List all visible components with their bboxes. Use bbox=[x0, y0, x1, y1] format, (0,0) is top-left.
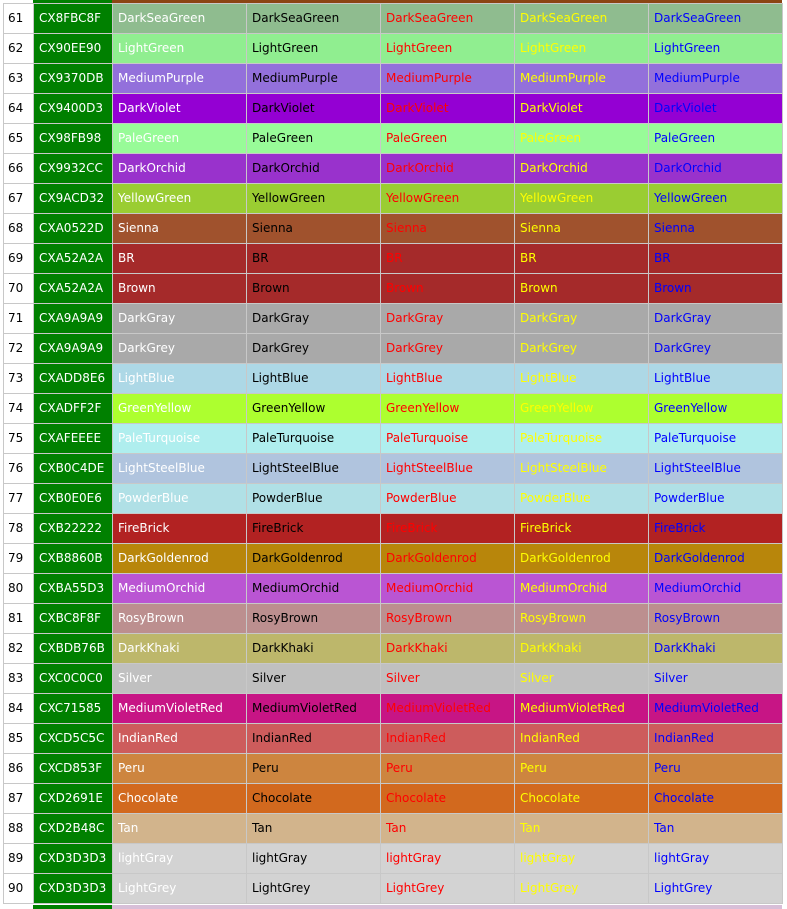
color-sample-black-text: DarkKhaki bbox=[247, 634, 381, 664]
color-sample-red-text: PaleGreen bbox=[381, 124, 515, 154]
table-row bbox=[4, 424, 783, 454]
color-sample-black-text: MediumVioletRed bbox=[247, 694, 381, 724]
color-sample-white-text: PaleTurquoise bbox=[113, 424, 247, 454]
color-code-cell: CXADFF2F bbox=[34, 394, 113, 424]
color-sample-red-text: RosyBrown bbox=[381, 604, 515, 634]
color-sample-black-text: Peru bbox=[247, 754, 381, 784]
color-sample-white-text: DarkSeaGreen bbox=[113, 4, 247, 34]
color-sample-red-text: DarkSeaGreen bbox=[381, 4, 515, 34]
row-number: 82 bbox=[4, 634, 34, 664]
color-code-cell: CX8FBC8F bbox=[34, 4, 113, 34]
table-row bbox=[4, 694, 783, 724]
color-sample-blue-text: DarkSeaGreen bbox=[649, 4, 783, 34]
color-sample-white-text: LightBlue bbox=[113, 364, 247, 394]
color-sample-yellow-text: PaleGreen bbox=[515, 124, 649, 154]
color-sample-red-text: YellowGreen bbox=[381, 184, 515, 214]
row-number: 70 bbox=[4, 274, 34, 304]
row-number: 83 bbox=[4, 664, 34, 694]
color-sample-red-text: LightGreen bbox=[381, 34, 515, 64]
color-code-cell: CX90EE90 bbox=[34, 34, 113, 64]
color-sample-blue-text: DarkGoldenrod bbox=[649, 544, 783, 574]
table-row bbox=[4, 574, 783, 604]
table-row bbox=[4, 514, 783, 544]
color-sample-black-text: IndianRed bbox=[247, 724, 381, 754]
color-sample-yellow-text: DarkGoldenrod bbox=[515, 544, 649, 574]
color-sample-black-text: LightSteelBlue bbox=[247, 454, 381, 484]
color-code-cell: CXC71585 bbox=[34, 694, 113, 724]
color-sample-black-text: DarkViolet bbox=[247, 94, 381, 124]
color-sample-blue-text: Brown bbox=[649, 274, 783, 304]
color-code-cell: CXB8860B bbox=[34, 544, 113, 574]
color-sample-red-text: DarkOrchid bbox=[381, 154, 515, 184]
color-sample-yellow-text: Sienna bbox=[515, 214, 649, 244]
color-sample-black-text: BR bbox=[247, 244, 381, 274]
color-sample-white-text: lightGray bbox=[113, 844, 247, 874]
color-sample-red-text: DarkViolet bbox=[381, 94, 515, 124]
color-sample-blue-text: DarkOrchid bbox=[649, 154, 783, 184]
color-sample-yellow-text: DarkSeaGreen bbox=[515, 4, 649, 34]
color-sample-blue-text: PaleTurquoise bbox=[649, 424, 783, 454]
color-sample-red-text: FireBrick bbox=[381, 514, 515, 544]
row-number: 75 bbox=[4, 424, 34, 454]
color-sample-yellow-text: LightGrey bbox=[515, 874, 649, 904]
color-code-cell: CXD2691E bbox=[34, 784, 113, 814]
table-row bbox=[4, 64, 783, 94]
row-number: 64 bbox=[4, 94, 34, 124]
color-sample-black-text: DarkSeaGreen bbox=[247, 4, 381, 34]
color-sample-white-text: MediumPurple bbox=[113, 64, 247, 94]
row-number: 87 bbox=[4, 784, 34, 814]
color-code-cell: CXD2B48C bbox=[34, 814, 113, 844]
color-sample-red-text: lightGray bbox=[381, 844, 515, 874]
color-sample-white-text: PowderBlue bbox=[113, 484, 247, 514]
table-row bbox=[4, 304, 783, 334]
color-sample-yellow-text: YellowGreen bbox=[515, 184, 649, 214]
color-sample-white-text: DarkGoldenrod bbox=[113, 544, 247, 574]
color-code-cell: CXA52A2A bbox=[34, 244, 113, 274]
color-sample-blue-text: GreenYellow bbox=[649, 394, 783, 424]
color-sample-yellow-text: MediumOrchid bbox=[515, 574, 649, 604]
color-sample-white-text: MediumOrchid bbox=[113, 574, 247, 604]
color-sample-red-text: DarkGrey bbox=[381, 334, 515, 364]
color-code-cell: CXA0522D bbox=[34, 214, 113, 244]
color-sample-blue-text: DarkKhaki bbox=[649, 634, 783, 664]
color-sample-black-text: MediumOrchid bbox=[247, 574, 381, 604]
row-number: 79 bbox=[4, 544, 34, 574]
row-number: 81 bbox=[4, 604, 34, 634]
color-sample-yellow-text: MediumPurple bbox=[515, 64, 649, 94]
color-sample-white-text: DarkOrchid bbox=[113, 154, 247, 184]
color-code-cell: CXBDB76B bbox=[34, 634, 113, 664]
color-sample-red-text: MediumOrchid bbox=[381, 574, 515, 604]
color-sample-white-text: DarkGray bbox=[113, 304, 247, 334]
color-sample-white-text: Peru bbox=[113, 754, 247, 784]
row-number: 65 bbox=[4, 124, 34, 154]
color-sample-white-text: LightGrey bbox=[113, 874, 247, 904]
color-sample-black-text: PaleGreen bbox=[247, 124, 381, 154]
color-table bbox=[3, 3, 783, 904]
color-sample-blue-text: LightGreen bbox=[649, 34, 783, 64]
color-sample-red-text: LightSteelBlue bbox=[381, 454, 515, 484]
color-sample-yellow-text: DarkGray bbox=[515, 304, 649, 334]
color-sample-yellow-text: PowderBlue bbox=[515, 484, 649, 514]
color-sample-black-text: DarkGrey bbox=[247, 334, 381, 364]
color-sample-black-text: GreenYellow bbox=[247, 394, 381, 424]
table-row bbox=[4, 184, 783, 214]
color-sample-yellow-text: LightBlue bbox=[515, 364, 649, 394]
color-sample-blue-text: Peru bbox=[649, 754, 783, 784]
table-row bbox=[4, 814, 783, 844]
table-row bbox=[4, 844, 783, 874]
next-row-fragment bbox=[33, 905, 112, 909]
row-number: 68 bbox=[4, 214, 34, 244]
color-sample-blue-text: Tan bbox=[649, 814, 783, 844]
color-sample-yellow-text: IndianRed bbox=[515, 724, 649, 754]
row-number: 86 bbox=[4, 754, 34, 784]
row-number: 88 bbox=[4, 814, 34, 844]
color-sample-blue-text: FireBrick bbox=[649, 514, 783, 544]
table-row bbox=[4, 94, 783, 124]
color-sample-red-text: DarkGray bbox=[381, 304, 515, 334]
color-sample-black-text: lightGray bbox=[247, 844, 381, 874]
row-number: 72 bbox=[4, 334, 34, 364]
table-row bbox=[4, 754, 783, 784]
color-code-cell: CX9370DB bbox=[34, 64, 113, 94]
color-sample-yellow-text: BR bbox=[515, 244, 649, 274]
row-number: 67 bbox=[4, 184, 34, 214]
row-number: 61 bbox=[4, 4, 34, 34]
row-number: 69 bbox=[4, 244, 34, 274]
color-sample-red-text: MediumPurple bbox=[381, 64, 515, 94]
color-sample-red-text: Silver bbox=[381, 664, 515, 694]
color-sample-red-text: MediumVioletRed bbox=[381, 694, 515, 724]
color-sample-red-text: Peru bbox=[381, 754, 515, 784]
color-sample-red-text: LightBlue bbox=[381, 364, 515, 394]
color-sample-blue-text: YellowGreen bbox=[649, 184, 783, 214]
color-sample-red-text: Sienna bbox=[381, 214, 515, 244]
color-sample-blue-text: PowderBlue bbox=[649, 484, 783, 514]
color-code-cell: CX98FB98 bbox=[34, 124, 113, 154]
color-code-cell: CXCD853F bbox=[34, 754, 113, 784]
color-sample-yellow-text: Peru bbox=[515, 754, 649, 784]
table-row bbox=[4, 34, 783, 64]
color-sample-blue-text: DarkViolet bbox=[649, 94, 783, 124]
color-sample-blue-text: DarkGray bbox=[649, 304, 783, 334]
color-code-cell: CX9400D3 bbox=[34, 94, 113, 124]
color-sample-black-text: DarkGray bbox=[247, 304, 381, 334]
color-sample-yellow-text: Brown bbox=[515, 274, 649, 304]
color-sample-white-text: YellowGreen bbox=[113, 184, 247, 214]
color-sample-blue-text: RosyBrown bbox=[649, 604, 783, 634]
color-code-cell: CXA9A9A9 bbox=[34, 304, 113, 334]
row-number: 80 bbox=[4, 574, 34, 604]
color-sample-white-text: Brown bbox=[113, 274, 247, 304]
table-row bbox=[4, 334, 783, 364]
color-sample-yellow-text: DarkKhaki bbox=[515, 634, 649, 664]
color-sample-blue-text: MediumPurple bbox=[649, 64, 783, 94]
color-code-cell: CXD3D3D3 bbox=[34, 844, 113, 874]
color-code-cell: CXBA55D3 bbox=[34, 574, 113, 604]
color-sample-black-text: LightGrey bbox=[247, 874, 381, 904]
color-sample-blue-text: DarkGrey bbox=[649, 334, 783, 364]
color-sample-blue-text: LightBlue bbox=[649, 364, 783, 394]
color-code-cell: CXAFEEEE bbox=[34, 424, 113, 454]
color-sample-black-text: Brown bbox=[247, 274, 381, 304]
row-number: 63 bbox=[4, 64, 34, 94]
table-row bbox=[4, 364, 783, 394]
row-number: 73 bbox=[4, 364, 34, 394]
color-sample-red-text: Tan bbox=[381, 814, 515, 844]
color-sample-yellow-text: FireBrick bbox=[515, 514, 649, 544]
table-row bbox=[4, 664, 783, 694]
color-code-cell: CXADD8E6 bbox=[34, 364, 113, 394]
color-sample-white-text: Tan bbox=[113, 814, 247, 844]
color-sample-yellow-text: lightGray bbox=[515, 844, 649, 874]
color-sample-red-text: Brown bbox=[381, 274, 515, 304]
table-row bbox=[4, 544, 783, 574]
color-sample-yellow-text: PaleTurquoise bbox=[515, 424, 649, 454]
color-sample-white-text: PaleGreen bbox=[113, 124, 247, 154]
table-row bbox=[4, 784, 783, 814]
color-sample-yellow-text: DarkOrchid bbox=[515, 154, 649, 184]
color-code-cell: CXB22222 bbox=[34, 514, 113, 544]
color-sample-red-text: PowderBlue bbox=[381, 484, 515, 514]
color-sample-yellow-text: RosyBrown bbox=[515, 604, 649, 634]
color-sample-yellow-text: MediumVioletRed bbox=[515, 694, 649, 724]
color-sample-yellow-text: DarkGrey bbox=[515, 334, 649, 364]
row-number: 77 bbox=[4, 484, 34, 514]
color-sample-black-text: PaleTurquoise bbox=[247, 424, 381, 454]
table-row bbox=[4, 634, 783, 664]
color-sample-red-text: DarkKhaki bbox=[381, 634, 515, 664]
color-sample-blue-text: LightGrey bbox=[649, 874, 783, 904]
color-sample-white-text: Silver bbox=[113, 664, 247, 694]
color-sample-yellow-text: GreenYellow bbox=[515, 394, 649, 424]
next-row-fragment-swatch bbox=[112, 905, 782, 909]
color-sample-red-text: BR bbox=[381, 244, 515, 274]
table-row bbox=[4, 604, 783, 634]
color-sample-yellow-text: LightSteelBlue bbox=[515, 454, 649, 484]
color-code-cell: CXB0E0E6 bbox=[34, 484, 113, 514]
color-sample-black-text: DarkGoldenrod bbox=[247, 544, 381, 574]
row-number: 62 bbox=[4, 34, 34, 64]
table-row bbox=[4, 274, 783, 304]
color-code-cell: CXD3D3D3 bbox=[34, 874, 113, 904]
color-sample-black-text: Sienna bbox=[247, 214, 381, 244]
color-sample-black-text: Tan bbox=[247, 814, 381, 844]
table-row bbox=[4, 4, 783, 34]
color-sample-blue-text: Silver bbox=[649, 664, 783, 694]
color-sample-black-text: DarkOrchid bbox=[247, 154, 381, 184]
color-sample-white-text: MediumVioletRed bbox=[113, 694, 247, 724]
color-sample-red-text: Chocolate bbox=[381, 784, 515, 814]
color-sample-red-text: GreenYellow bbox=[381, 394, 515, 424]
color-sample-red-text: LightGrey bbox=[381, 874, 515, 904]
color-sample-white-text: Chocolate bbox=[113, 784, 247, 814]
color-sample-white-text: Sienna bbox=[113, 214, 247, 244]
color-sample-red-text: IndianRed bbox=[381, 724, 515, 754]
color-sample-white-text: IndianRed bbox=[113, 724, 247, 754]
row-number: 89 bbox=[4, 844, 34, 874]
color-sample-white-text: DarkKhaki bbox=[113, 634, 247, 664]
color-sample-white-text: DarkGrey bbox=[113, 334, 247, 364]
color-code-cell: CXA9A9A9 bbox=[34, 334, 113, 364]
color-sample-yellow-text: Chocolate bbox=[515, 784, 649, 814]
color-sample-white-text: LightGreen bbox=[113, 34, 247, 64]
row-number: 76 bbox=[4, 454, 34, 484]
color-code-cell: CX9932CC bbox=[34, 154, 113, 184]
row-number: 84 bbox=[4, 694, 34, 724]
color-sample-blue-text: lightGray bbox=[649, 844, 783, 874]
row-number: 71 bbox=[4, 304, 34, 334]
color-sample-white-text: DarkViolet bbox=[113, 94, 247, 124]
table-row bbox=[4, 244, 783, 274]
table-body bbox=[4, 4, 783, 904]
color-sample-blue-text: MediumOrchid bbox=[649, 574, 783, 604]
color-sample-black-text: Silver bbox=[247, 664, 381, 694]
color-code-cell: CXA52A2A bbox=[34, 274, 113, 304]
color-sample-blue-text: Sienna bbox=[649, 214, 783, 244]
table-row bbox=[4, 454, 783, 484]
table-row bbox=[4, 124, 783, 154]
color-sample-blue-text: Chocolate bbox=[649, 784, 783, 814]
table-row bbox=[4, 394, 783, 424]
color-sample-white-text: FireBrick bbox=[113, 514, 247, 544]
color-sample-black-text: LightGreen bbox=[247, 34, 381, 64]
color-sample-black-text: RosyBrown bbox=[247, 604, 381, 634]
color-code-cell: CXC0C0C0 bbox=[34, 664, 113, 694]
color-sample-blue-text: MediumVioletRed bbox=[649, 694, 783, 724]
color-sample-blue-text: LightSteelBlue bbox=[649, 454, 783, 484]
color-sample-blue-text: IndianRed bbox=[649, 724, 783, 754]
color-sample-yellow-text: LightGreen bbox=[515, 34, 649, 64]
table-row bbox=[4, 214, 783, 244]
color-sample-white-text: BR bbox=[113, 244, 247, 274]
color-sample-white-text: GreenYellow bbox=[113, 394, 247, 424]
color-sample-yellow-text: Tan bbox=[515, 814, 649, 844]
table-row bbox=[4, 484, 783, 514]
color-code-cell: CXB0C4DE bbox=[34, 454, 113, 484]
color-sample-black-text: LightBlue bbox=[247, 364, 381, 394]
color-code-cell: CXCD5C5C bbox=[34, 724, 113, 754]
table-row bbox=[4, 724, 783, 754]
color-sample-black-text: Chocolate bbox=[247, 784, 381, 814]
color-sample-blue-text: BR bbox=[649, 244, 783, 274]
color-sample-black-text: PowderBlue bbox=[247, 484, 381, 514]
color-sample-black-text: FireBrick bbox=[247, 514, 381, 544]
row-number: 78 bbox=[4, 514, 34, 544]
row-number: 90 bbox=[4, 874, 34, 904]
row-number: 85 bbox=[4, 724, 34, 754]
color-sample-black-text: MediumPurple bbox=[247, 64, 381, 94]
row-number: 74 bbox=[4, 394, 34, 424]
color-sample-yellow-text: Silver bbox=[515, 664, 649, 694]
color-sample-black-text: YellowGreen bbox=[247, 184, 381, 214]
color-sample-white-text: LightSteelBlue bbox=[113, 454, 247, 484]
row-number: 66 bbox=[4, 154, 34, 184]
color-sample-white-text: RosyBrown bbox=[113, 604, 247, 634]
table-row bbox=[4, 154, 783, 184]
color-sample-red-text: PaleTurquoise bbox=[381, 424, 515, 454]
table-row bbox=[4, 874, 783, 904]
color-code-cell: CX9ACD32 bbox=[34, 184, 113, 214]
color-sample-blue-text: PaleGreen bbox=[649, 124, 783, 154]
color-code-cell: CXBC8F8F bbox=[34, 604, 113, 634]
color-sample-yellow-text: DarkViolet bbox=[515, 94, 649, 124]
color-sample-red-text: DarkGoldenrod bbox=[381, 544, 515, 574]
